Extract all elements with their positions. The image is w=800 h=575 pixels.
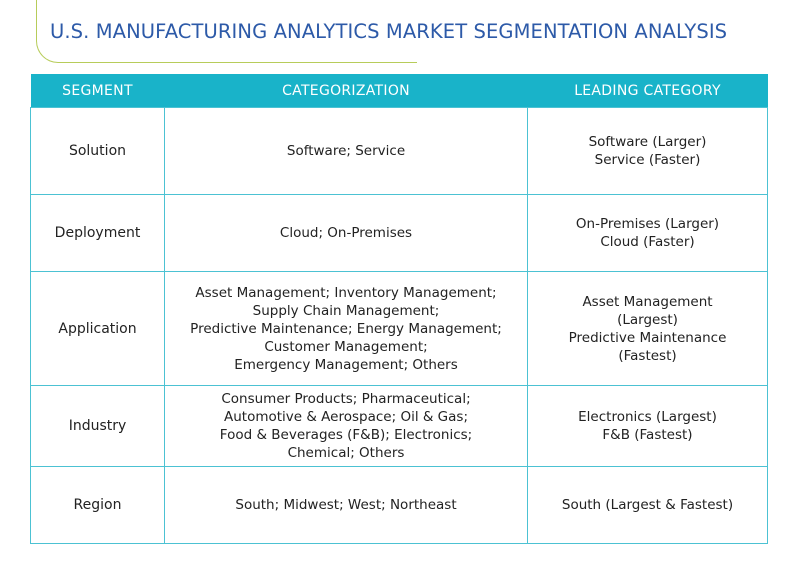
leading-category-cell xyxy=(528,272,768,386)
leading-line: (Fastest) xyxy=(618,347,677,364)
table-row xyxy=(31,272,768,386)
categorization-cell xyxy=(165,467,528,544)
categorization-line: Emergency Management; Others xyxy=(234,356,458,373)
segmentation-table xyxy=(30,74,768,544)
segment-cell: Application xyxy=(31,272,165,386)
header-segment: SEGMENT xyxy=(31,74,165,108)
leading-category-cell xyxy=(528,386,768,467)
table-row xyxy=(31,108,768,195)
categorization-line: Asset Management; Inventory Management; xyxy=(195,284,497,301)
leading-line: Service (Faster) xyxy=(594,152,701,168)
categorization-cell xyxy=(165,195,528,272)
leading-line: South (Largest & Fastest) xyxy=(561,497,734,513)
segment-cell: Solution xyxy=(31,108,165,195)
leading-line: Software (Larger) xyxy=(588,134,707,150)
leading-category-cell xyxy=(528,467,768,544)
leading-line: F&B (Fastest) xyxy=(602,427,693,443)
leading-line: Predictive Maintenance xyxy=(568,329,727,346)
leading-category-cell xyxy=(528,195,768,272)
categorization-line: Chemical; Others xyxy=(287,445,405,461)
segment-cell: Region xyxy=(31,467,165,544)
categorization-line: South; Midwest; West; Northeast xyxy=(235,497,457,513)
categorization-line: Customer Management; xyxy=(264,338,428,355)
categorization-line: Food & Beverages (F&B); Electronics; xyxy=(219,427,473,443)
leading-line: Asset Management xyxy=(582,293,713,310)
table-row xyxy=(31,467,768,544)
categorization-line: Automotive & Aerospace; Oil & Gas; xyxy=(223,409,468,425)
segment-cell: Industry xyxy=(31,386,165,467)
categorization-cell xyxy=(165,272,528,386)
categorization-line: Supply Chain Management; xyxy=(252,302,440,319)
leading-line: On-Premises (Larger) xyxy=(575,216,720,232)
segment-cell: Deployment xyxy=(31,195,165,272)
leading-line: Electronics (Largest) xyxy=(578,409,717,425)
categorization-cell xyxy=(165,108,528,195)
table-row xyxy=(31,386,768,467)
categorization-line: Software; Service xyxy=(286,143,406,159)
categorization-line: Predictive Maintenance; Energy Management; xyxy=(190,320,502,337)
table-header-row xyxy=(31,74,768,108)
leading-category-cell xyxy=(528,108,768,195)
header-leading-category: LEADING CATEGORY xyxy=(528,74,768,108)
leading-line: Cloud (Faster) xyxy=(600,234,695,250)
leading-line: (Largest) xyxy=(617,311,678,328)
header-categorization: CATEGORIZATION xyxy=(165,74,528,108)
categorization-line: Consumer Products; Pharmaceutical; xyxy=(221,391,471,407)
page-title: U.S. MANUFACTURING ANALYTICS MARKET SEGMENTATION ANALYSIS xyxy=(50,20,728,43)
table-row xyxy=(31,195,768,272)
categorization-line: Cloud; On-Premises xyxy=(279,225,413,241)
categorization-cell xyxy=(165,386,528,467)
